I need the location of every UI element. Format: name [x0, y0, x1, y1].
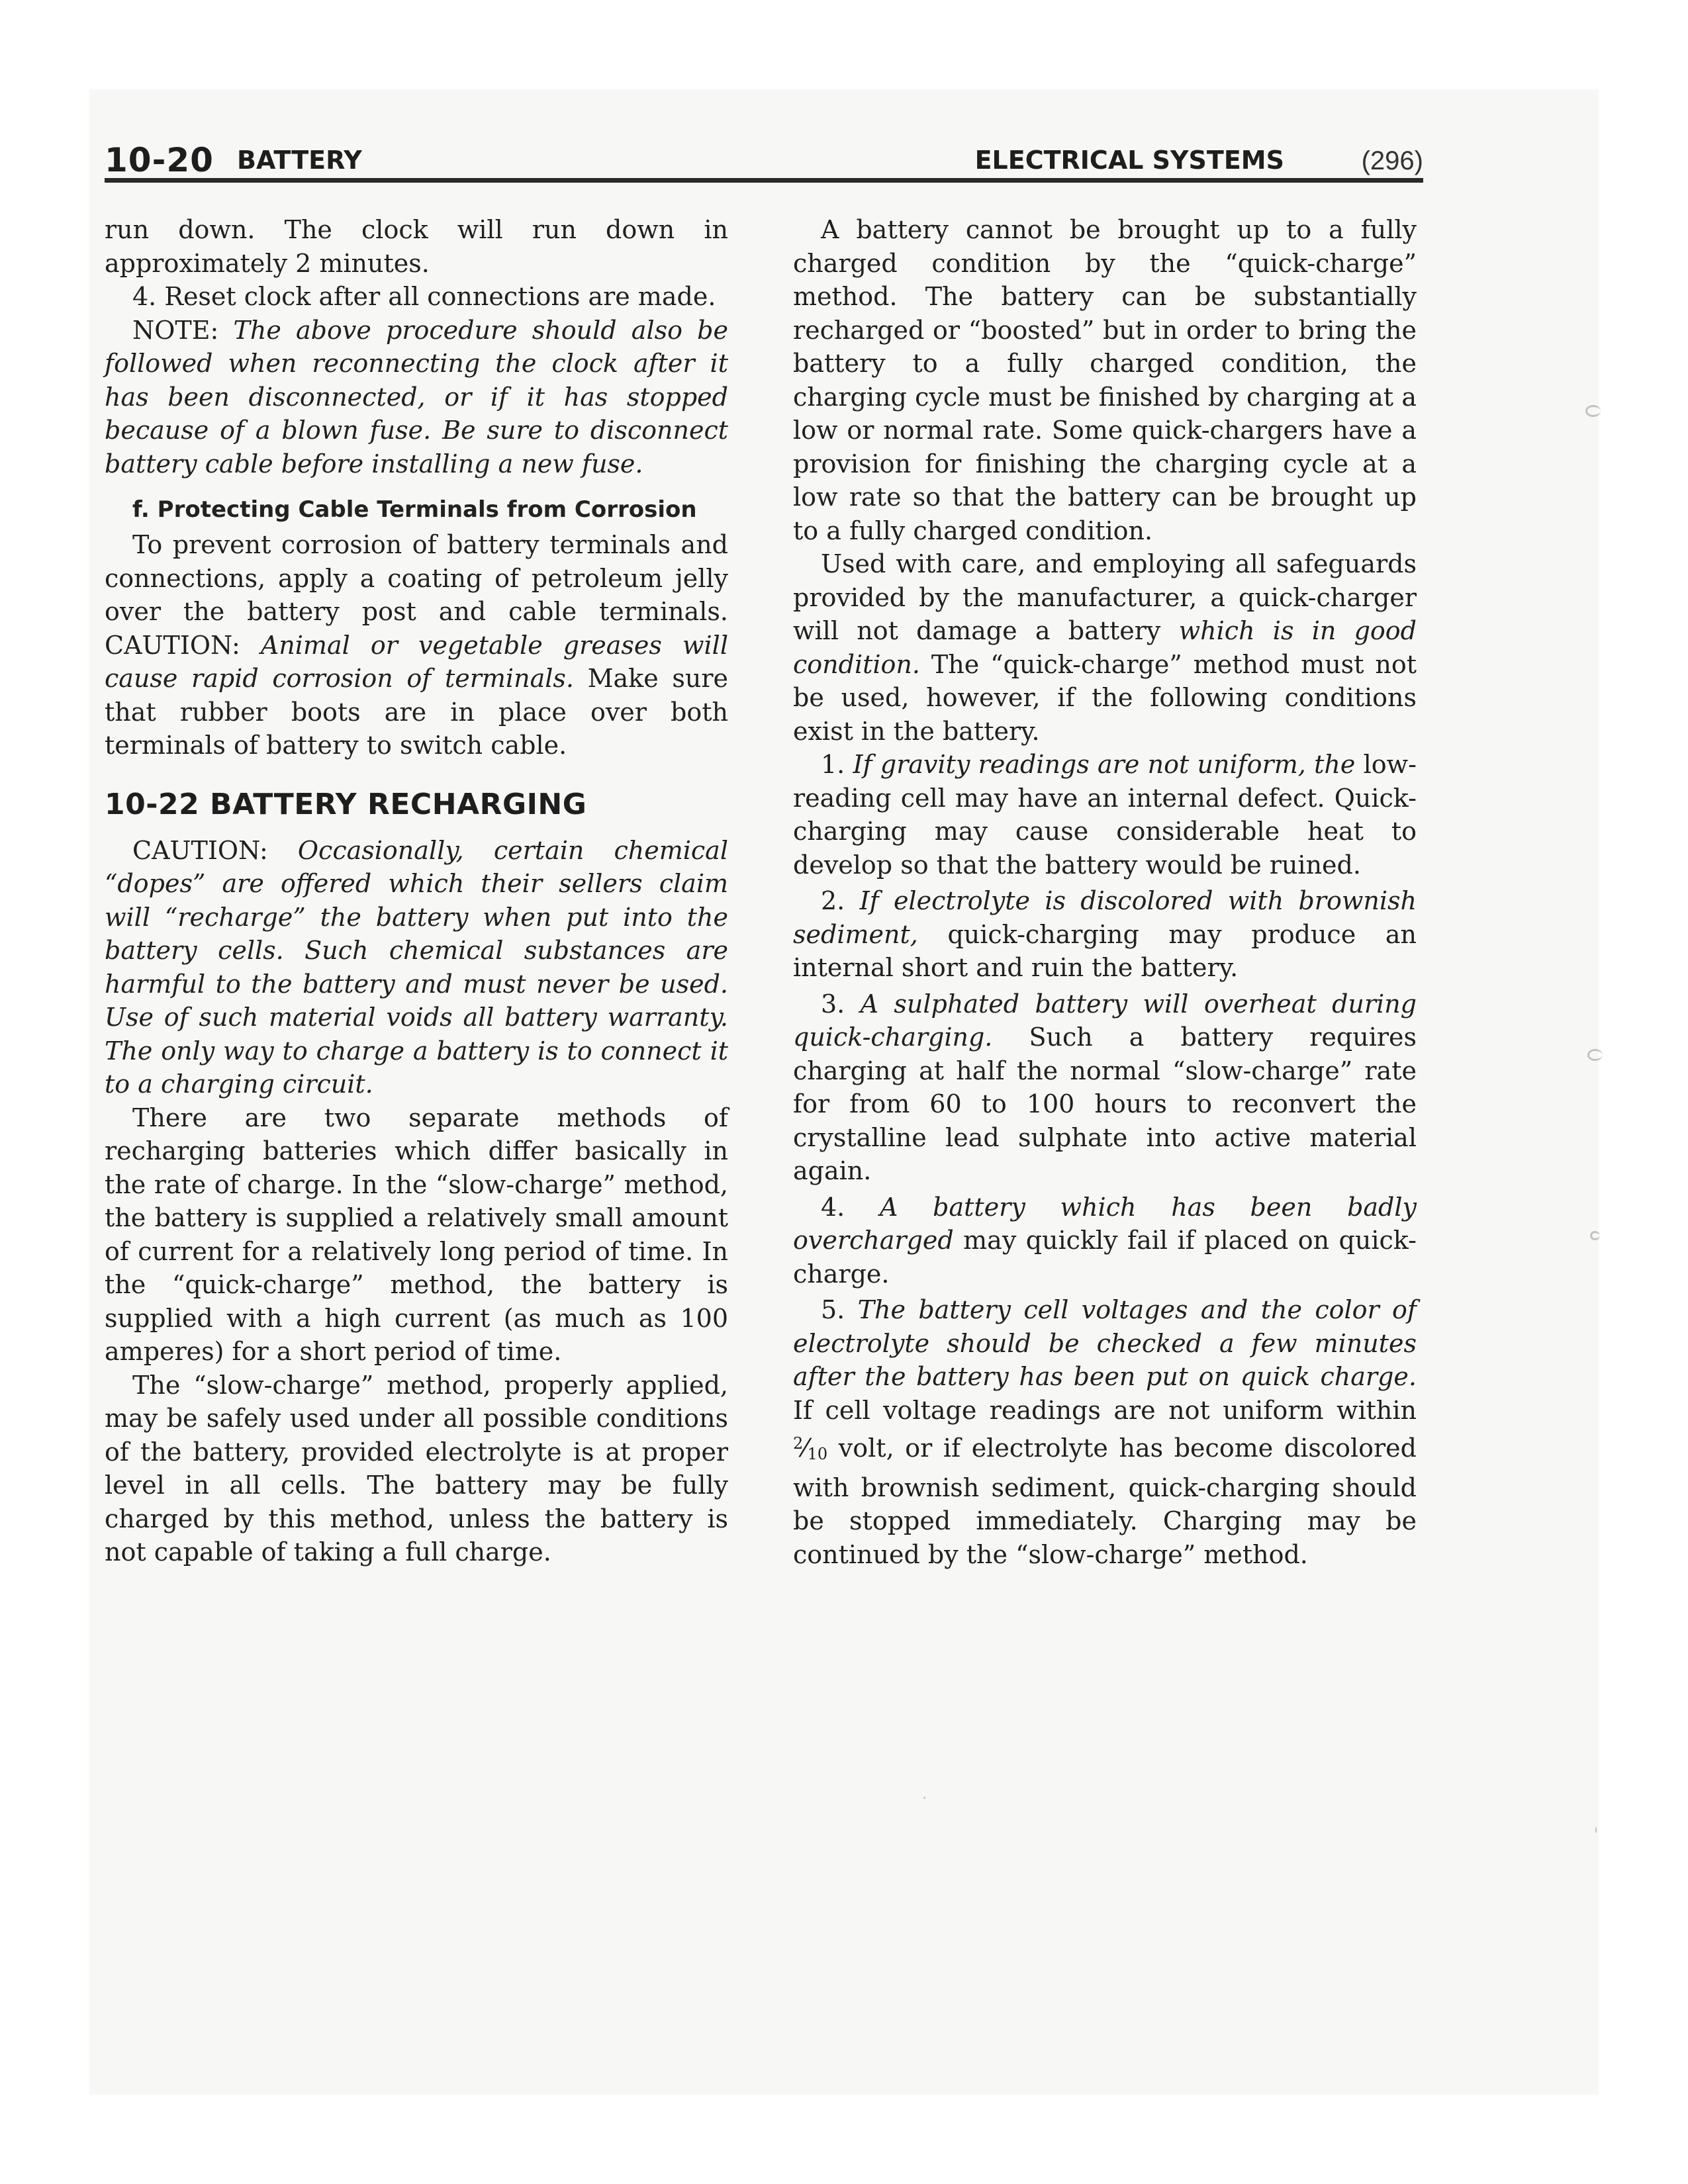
punch-hole-mark: [1585, 405, 1601, 417]
condition-item-1: [793, 748, 1417, 882]
paragraph-slow-charge: The “slow-charge” method, properly applied, may be safely used under all possible conditions of the battery, provided electrolyte is at proper level in all cells. The battery may be fully charged by this method, unless the battery is not capable of taking a full charge.: [105, 1370, 728, 1567]
fraction-two-tenths: $^2⁄_{10}$: [793, 1433, 828, 1463]
condition-emphasis: If electrolyte is discolored with brownish sediment,: [793, 886, 1417, 949]
condition-item-2: [793, 884, 1417, 985]
condition-text: may quickly fail if placed on quick-charge.: [793, 1226, 1417, 1289]
header-section-title: BATTERY: [237, 146, 362, 175]
condition-number: 5.: [821, 1295, 858, 1324]
scan-speck: [1595, 1827, 1597, 1833]
condition-emphasis: A sulphated battery will overheat during quick-charging.: [793, 989, 1417, 1052]
fraction-numerator: 2: [793, 1434, 804, 1453]
condition-text: volt, or if electrolyte has become discolored with brownish sediment, quick-charging should be stopped immediately. Charging may be continued by the “slow-charge” method.: [793, 1433, 1417, 1569]
punch-hole-mark: [1587, 1049, 1603, 1061]
paragraph-methods: There are two separate methods of recharging batteries which differ basically in the rate of charge. In the “slow-charge” method, the battery is supplied a relatively small amount of current for a relatively long period of time. In the “quick-charge” method, the battery is supplied with a high current (as much as 100 amperes) for a short period of time.: [105, 1103, 728, 1366]
condition-text: low-reading cell may have an internal defect. Quick-charging may cause considerable heat to develop so that the battery would be ruined.: [793, 750, 1417, 880]
page-header: [105, 136, 1423, 183]
paragraph-text: The “quick-charge” method must not be used, however, if the following conditions exist in the battery.: [793, 649, 1417, 746]
paragraph-quick-charge: A battery cannot be brought up to a fully charged condition by the “quick-charge” method. The battery can be substantially recharged or “boosted” but in order to bring the battery to a fully charged condition, the charging cycle must be finished by charging at a low or normal rate. Some quick-chargers have a provision for finishing the charging cycle at a low rate so that the battery can be brought up to a fully charged condition.: [793, 215, 1417, 545]
left-column: [105, 213, 728, 1569]
scan-speck: [923, 1797, 925, 1799]
caution-label: CAUTION:: [105, 630, 261, 660]
header-page-number: (296): [1361, 146, 1423, 175]
section-heading-10-22: 10-22 BATTERY RECHARGING: [105, 787, 587, 821]
condition-number: 4.: [821, 1192, 880, 1222]
condition-number: 2.: [821, 886, 860, 915]
caution-paragraph: [105, 834, 728, 1101]
condition-emphasis: If gravity readings are not uniform, the: [853, 750, 1356, 779]
condition-number: 1.: [821, 750, 853, 779]
condition-text: If cell voltage readings are not uniform within: [793, 1395, 1417, 1425]
note-text: The above procedure should also be followed when reconnecting the clock after it has been disconnected, or if it has stopped because of a blown fuse. Be sure to disconnect battery cable before installing a new fuse.: [105, 315, 728, 478]
paragraph-text: Used with care, and employing all safeguards provided by the manufacturer, a quick-charger will not damage a battery: [793, 549, 1417, 645]
note-paragraph: [105, 314, 728, 481]
paragraph: run down. The clock will run down in approximately 2 minutes.: [105, 215, 728, 278]
emphasis-text: which is in good condition.: [793, 616, 1417, 679]
paragraph-safeguards: [793, 547, 1417, 748]
condition-number: 3.: [821, 989, 861, 1019]
condition-emphasis: The battery cell voltages and the color of electrolyte should be checked a few minutes after the battery has been put on quick charge.: [793, 1295, 1417, 1391]
paragraph-step-4: 4. Reset clock after all connections are made.: [132, 282, 716, 311]
condition-emphasis: A battery which has been badly overcharged: [793, 1192, 1417, 1255]
subsection-heading-f: f. Protecting Cable Terminals from Corrosion: [132, 496, 697, 523]
condition-item-3: [793, 987, 1417, 1188]
condition-item-5: [793, 1293, 1417, 1571]
caution-text: Occasionally, certain chemical “dopes” are offered which their sellers claim will “recharge” the battery when put into the battery cells. Such chemical substances are harmful to the battery and must never be used. Use of such material voids all battery warranty. The only way to charge a battery is to connect it to a charging circuit.: [105, 835, 728, 1099]
punch-hole-mark: [1590, 1231, 1600, 1240]
note-label: NOTE:: [132, 315, 234, 345]
condition-text: Such a battery requires charging at half the normal “slow-charge” rate for from 60 to 100 hours to reconvert the crystalline lead sulphate into active material again.: [793, 1023, 1417, 1185]
caution-label: CAUTION:: [132, 835, 298, 865]
header-section-number: 10-20: [105, 141, 214, 179]
paragraph-text: To prevent corrosion of battery terminals and connections, apply a coating of petroleum jelly over the battery post and cable terminals.: [105, 530, 728, 626]
paragraph-text: Make sure that rubber boots are in place over both terminals of battery to switch cable.: [105, 664, 728, 760]
header-chapter-title: ELECTRICAL SYSTEMS: [974, 146, 1284, 175]
caution-text: Animal or vegetable greases will cause rapid corrosion of terminals.: [105, 630, 728, 693]
paragraph-corrosion: [105, 528, 728, 762]
condition-item-4: [793, 1191, 1417, 1291]
right-column: [793, 213, 1417, 1571]
fraction-denominator: 10: [807, 1445, 828, 1463]
condition-text: quick-charging may produce an internal short and ruin the battery.: [793, 919, 1417, 982]
